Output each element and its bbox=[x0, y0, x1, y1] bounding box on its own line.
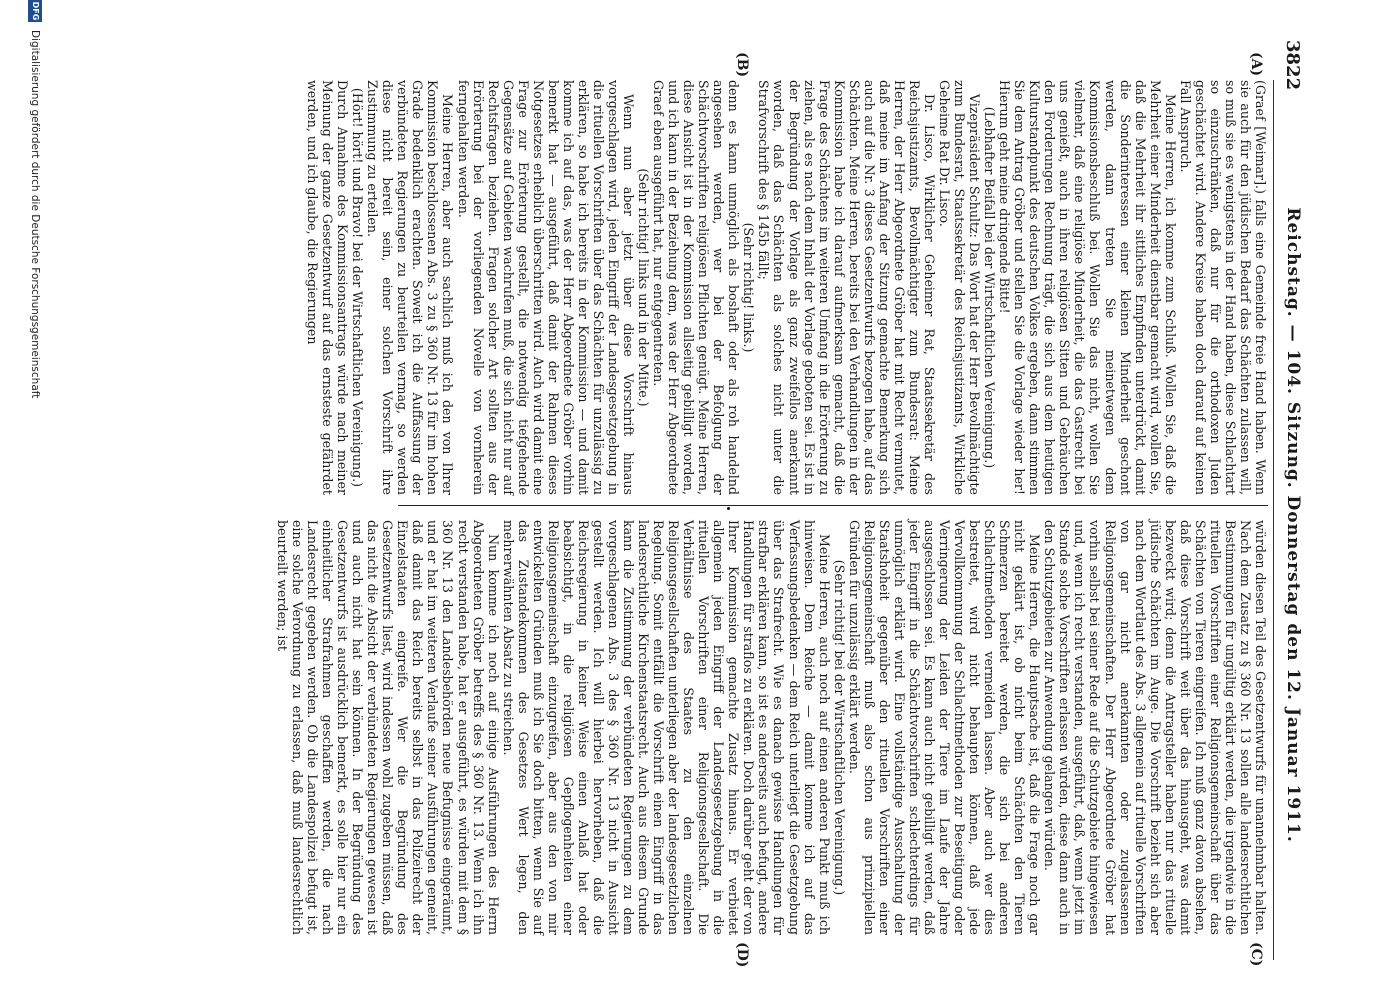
page-number: 3822 bbox=[1282, 40, 1304, 91]
paragraph: Dr. Lisco, Wirklicher Geheimer Rat, Staatssekretär des Reichsjustizamts, Bevollmächtigter zum Bundesrat: Meine Herren, der Herr Abgeordnete Gröber hat mit Recht vermutet, daß meine im Anfang der Sitzung gemachte Bemerkung sich auch auf die Nr. 3 dieses Gesetzentwurfs bezogen habe, auf das Schächten. Meine Herren, bereits bei den Verhandlungen in der Kommission habe ich darauf aufmerksam gemacht, daß die Frage des Schächtens im weiteren Umfang in die Erörterung zu ziehen, als es nach dem Inhalt der Vorlage geboten sei. Es ist in der Begründung der Vorlage als ganz zweifellos anerkannt worden, daß das Schächten als solches nicht unter die Strafvorschrift des § 145b fällt; bbox=[756, 80, 937, 495]
margin-letter-a: (A) bbox=[1248, 52, 1264, 77]
paragraph: Vizepräsident Schultz: Das Wort hat der Herr Bevollmächtigte zum Bundesrat, Staatssekretär des Reichsjustizamts, Wirkliche Geheime Rat Dr. Lisco. bbox=[937, 80, 983, 495]
rotated-page bbox=[20, 0, 1350, 1000]
page-title: Reichstag. — 104. Sitzung. Donnerstag den 12. Januar 1911. bbox=[1283, 207, 1303, 843]
paragraph: (Hört! hört! und Bravo! bei der Wirtschaftlichen Vereinigung.) bbox=[350, 87, 366, 488]
paragraph: Wenn nun aber jetzt über diese Vorschrift hinaus vorgeschlagen wird, jeden Eingriff der Landesgesetzgebung in die rituellen Vorschriften über das Schächten für unzulässig zu erklären, so habe ich bereits in der Kommission — und damit komme ich auf das, was der Herr Abgeordnete Gröber vorhin bemerkt hat — ausgeführt, daß damit der Rahmen dieses Notgesetzes erheblich überschritten wird. Auch wird damit eine Frage zur Erörterung gestellt, die notwendig tiefgehende Gegensätze auf Gebieten wachrufen muß, die sich nicht nur auf Rechtsfragen beziehen. Fragen solcher Art sollten aus der Erörterung bei der vorliegenden Novelle von vornherein ferngehalten werden. bbox=[455, 80, 637, 495]
paragraph: Meine Herren, auch noch auf einen anderen Punkt muß ich hinweisen. Dem Reiche — damit komme ich auf das Verfassungsbedenken — dem Reich unterliegt die Gesetzgebung über das Strafrecht. Wie es danach gewisse Handlungen für strafbar erklären kann, so ist es anderseits auch befugt, andere Handlungen für straflos zu erklären. Doch darüber geht der von Ihrer Kommission gemachte Zusatz hinaus. Er verbietet allgemein jeden Eingriff der Landesgesetzgebung in die rituellen Vorschriften einer Religionsgesellschaft. Die Verhältnisse des Staates zu den einzelnen Religionsgesellschaften unterliegen aber der landesgesetzlichen Regelung. Somit entfällt die Vorschrift einen Eingriff in das landesrechtliche Kirchenstaatsrecht. Auch aus diesem Grunde kann die Zustimmung der verbündeten Regierungen zu dem vorgeschlagenen Abs. 3 des § 360 Nr. 13 nicht in Aussicht gestellt werden. Ich will hierbei hervorheben, daß die Reichsregierung in keiner Weise einen Anlaß hat oder beabsichtigt, in die religiösen Gepflogenheiten einer Religionsgemeinschaft einzugreifen, aber aus den von mir entwickelten Gründen muß ich Sie doch bitten, wenn Sie auf das Zustandekommen des Gesetzes Wert legen, den mehrerwähnten Absatz zu streichen. bbox=[500, 520, 832, 935]
paragraph: (Graef [Weimar].) falls eine Gemeinde freie Hand haben. Wenn sie auch für den jüdischen Bedarf das Schächten zulassen will, so muß sie es wenigstens in der Hand haben, diese Schlachtart so einzuschränken, daß nur für die orthodoxen Juden geschächtet wird. Andere Kreise haben doch darauf auf keinen Fall Anspruch. bbox=[1177, 80, 1268, 495]
margin-letter-d: (D) bbox=[734, 942, 750, 968]
left-column bbox=[305, 80, 1268, 495]
footer-text: Digitalisierung gefördert durch die Deutsche Forschungsgemeinschaft bbox=[29, 30, 41, 399]
paragraph: Meine Herren, ich komme zum Schluß. Wollen Sie, daß die Mehrheit einer Minderheit dienstbar gemacht wird, wollen Sie, daß die Mehrheit ihr sittliches Empfinden unterdrückt, damit die Sonderinteressen einer kleinen Minderheit geschont werden, dann treten Sie meinetwegen dem Kommissionsbeschluß bei. Wollen Sie das nicht, wollen Sie vielmehr, daß eine religiöse Minderheit, die das Gastrecht bei uns genießt, auch in ihren religiösen Sitten und Gebräuchen den Forderungen Rechnung trägt, die sich aus dem heutigen Kulturstandpunkt des deutschen Volkes ergeben, dann stimmen Sie dem Antrag Gröber und stellen Sie die Vorlage wieder her! Hierum geht meine dringende Bitte! bbox=[997, 80, 1178, 495]
page-footer bbox=[25, 0, 45, 1000]
page-header bbox=[1278, 40, 1308, 960]
paragraph: (Sehr richtig! bei der Wirtschaftlichen Vereinigung.) bbox=[831, 559, 847, 896]
header-rule bbox=[1273, 80, 1274, 960]
paragraph: Meine Herren, aber auch sachlich muß ich den von Ihrer Kommission beschlossenen Abs. 3 zu § 360 Nr. 13 für im hohen Grade bedenklich erachten. Soweit ich die Auffassung der verbündeten Regierungen zu beurteilen vermag, so werden diese nicht bereit sein, einer solchen Vorschrift ihre Zustimmung zu erteilen. bbox=[365, 80, 456, 495]
paragraph: (Lebhafter Beifall bei der Wirtschaftlichen Vereinigung.) bbox=[982, 106, 998, 469]
paragraph: (Sehr richtig! links.) bbox=[741, 222, 757, 353]
column-divider bbox=[398, 505, 1268, 506]
divider-dot bbox=[727, 507, 730, 510]
paragraph: würden diesen Teil des Gesetzentwurfs für unannehmbar halten. Nach dem Zusatz zu § 360 Nr. 13 sollen alle landesrechtlichen Bestimmungen für ungültig erklärt werden, die irgendwie in die rituellen Vorschriften einer Religionsgemeinschaft über das Schächten von Tieren eingreifen. Ich muß ganz davon absehen, daß diese Vorschrift weit über das hinausgeht, was damit bezweckt wird; denn die Antragsteller haben nur das rituelle jüdische Schächten im Auge. Die Vorschrift bezieht sich aber nach dem Wortlaut des Abs. 3 allgemein auf rituelle Vorschriften von gar nicht anerkannten oder zugelassenen Religionsgemeinschaften. Der Herr Abgeordnete Gröber hat vorhin selbst bei seiner Rede auf die Schutzgebiete hingewiesen und, wenn ich recht verstanden, ausgeführt, daß, wenn jetzt im Stande solche Vorschriften erlassen würden, diese dann auch in den Schutzgebieten zur Anwendung gelangen würden. bbox=[1042, 520, 1268, 935]
dfg-logo: DFG bbox=[28, 0, 42, 22]
margin-letter-c: (C) bbox=[1248, 942, 1264, 967]
paragraph: Durch Annahme des Kommissionsantrags würde nach meiner Meinung der ganze Gesetzentwurf auf das ernsteste gefährdet werden, und ich glaube, die Regierungen bbox=[305, 80, 351, 495]
paragraph: Meine Herren, die Hauptsache ist, daß die Frage noch gar nicht geklärt ist, ob nicht beim Schächten den Tieren Schmerzen bereitet werden, die sich bei anderen Schlachtmethoden vermeiden lassen. Aber auch wer dies bestreitet, wird nicht behaupten können, daß jede Vervollkommnung der Schlachtmethoden zur Beseitigung oder Verringerung der Leiden der Tiere im Laufe der Jahre ausgeschlossen sei. Es kann auch nicht gebilligt werden, daß jeder Eingriff in die Schächtvorschriften schlechterdings für unmöglich erklärt wird. Eine vollständige Ausschaltung der Staatshoheit gegenüber den rituellen Vorschriften einer Religionsgemeinschaft muß also schon aus prinzipiellen Gründen für unzulässig erklärt werden. bbox=[846, 520, 1043, 935]
margin-letter-b: (B) bbox=[734, 52, 750, 78]
right-column bbox=[274, 520, 1268, 935]
paragraph: Nun komme ich noch auf einige Ausführungen des Herrn Abgeordneten Gröber betreffs des § 360 Nr. 13. Wenn ich ihn recht verstanden habe, hat er ausgeführt, es würden mit dem § 360 Nr. 13 den Landesbehörden neue Befugnisse eingeräumt, und er hat im weiteren Verlaufe seiner Ausführungen gemeint, daß damit das Reich bereits selbst in das Polizeirecht der Einzelstaaten eingreife. Wer die Begründung des Gesetzentwurfs liest, wird indessen wohl zugeben müssen, daß das nicht die Absicht der verbündeten Regierungen gewesen ist und auch nicht hat sein können. In der Begründung des Gesetzentwurfs ist ausdrücklich bemerkt, es solle hier nur ein einheitlicher Strafrahmen geschaffen werden, die nach Landesrecht gegeben werden. Ob die Landespolizei befugt ist, eine solche Verordnung zu erlassen, daß muß landesrechtlich beurteilt werden; ist bbox=[274, 520, 501, 935]
paragraph: (Sehr richtig! links und in der Mitte.) bbox=[636, 168, 652, 407]
paragraph: denn es kann unmöglich als boshaft oder als roh handelnd angesehen werden, wer bei der Befolgung der Schächtvorschriften religiösen Pflichten genügt. Meine Herren, diese Ansicht ist in der Kommission allseitig gebilligt worden, und ich kann in der Beziehung dem, was der Herr Abgeordnete Graef eben ausgeführt hat, nur entgegentreten. bbox=[651, 80, 742, 495]
